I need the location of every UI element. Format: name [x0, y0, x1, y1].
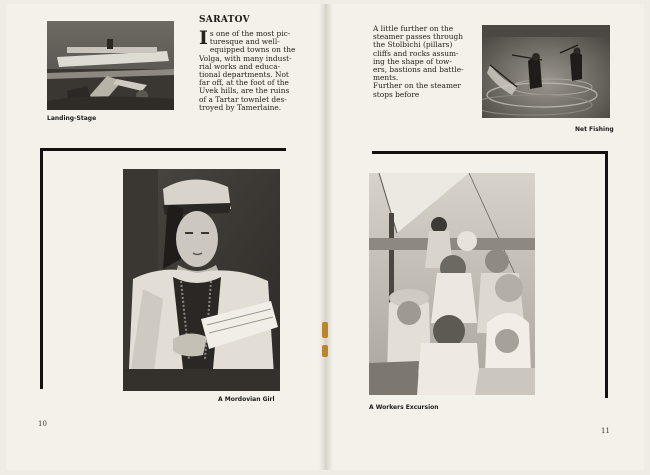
right-page-number: 11 — [601, 427, 610, 435]
spine-gutter — [319, 4, 333, 470]
net-fishing-caption: Net Fishing — [575, 126, 614, 133]
workers-excursion-photo — [369, 173, 535, 395]
text-line: ments. — [373, 73, 399, 83]
text-line: equipped towns on the — [209, 45, 296, 55]
left-frame-top-rule — [40, 148, 286, 151]
saratov-body-text — [199, 27, 299, 112]
text-line: turesque and well- — [209, 37, 280, 47]
text-line: Uvek hills, are the ruins — [199, 86, 290, 96]
left-frame-side-rule — [40, 148, 43, 389]
right-frame-top-rule — [372, 151, 608, 154]
text-line: cliffs and rocks assum- — [373, 48, 459, 58]
text-line: of a Tartar townlet des- — [199, 94, 287, 104]
workers-excursion-caption: A Workers Excursion — [369, 404, 439, 411]
text-line: rial works and educa- — [199, 61, 281, 71]
right-frame-side-rule — [605, 151, 608, 398]
text-line: stops before — [373, 89, 420, 99]
text-line: Volga, with many indust- — [199, 53, 292, 63]
text-line: s one of the most pic- — [209, 29, 291, 38]
text-line: ing the shape of tow- — [373, 56, 452, 66]
landing-stage-photo — [47, 21, 174, 110]
text-line: Further on the steamer — [373, 81, 461, 91]
upper-staple — [322, 322, 328, 338]
stolbichi-body-text — [373, 25, 473, 99]
lower-staple — [322, 345, 328, 357]
text-line: tional departments. Not — [199, 70, 289, 80]
net-fishing-image — [482, 25, 610, 118]
left-page-number: 10 — [38, 420, 47, 428]
mordovian-girl-photo — [123, 169, 280, 391]
text-line: ers, bastions and battle- — [373, 65, 464, 75]
text-line: far off, at the foot of the — [199, 78, 289, 88]
text-line: troyed by Tamerlaine. — [199, 102, 282, 112]
mordovian-girl-image — [123, 169, 280, 391]
text-line: A little further on the — [373, 24, 454, 33]
landing-stage-image — [47, 21, 174, 110]
workers-excursion-image — [369, 173, 535, 395]
section-heading: SARATOV — [199, 15, 250, 25]
mordovian-girl-caption: A Mordovian Girl — [218, 396, 275, 403]
text-line: the Stolbichi (pillars) — [373, 40, 453, 50]
net-fishing-photo — [482, 25, 610, 118]
dropcap: I — [199, 27, 208, 49]
landing-stage-caption: Landing-Stage — [47, 115, 97, 122]
text-line: steamer passes through — [373, 32, 464, 42]
